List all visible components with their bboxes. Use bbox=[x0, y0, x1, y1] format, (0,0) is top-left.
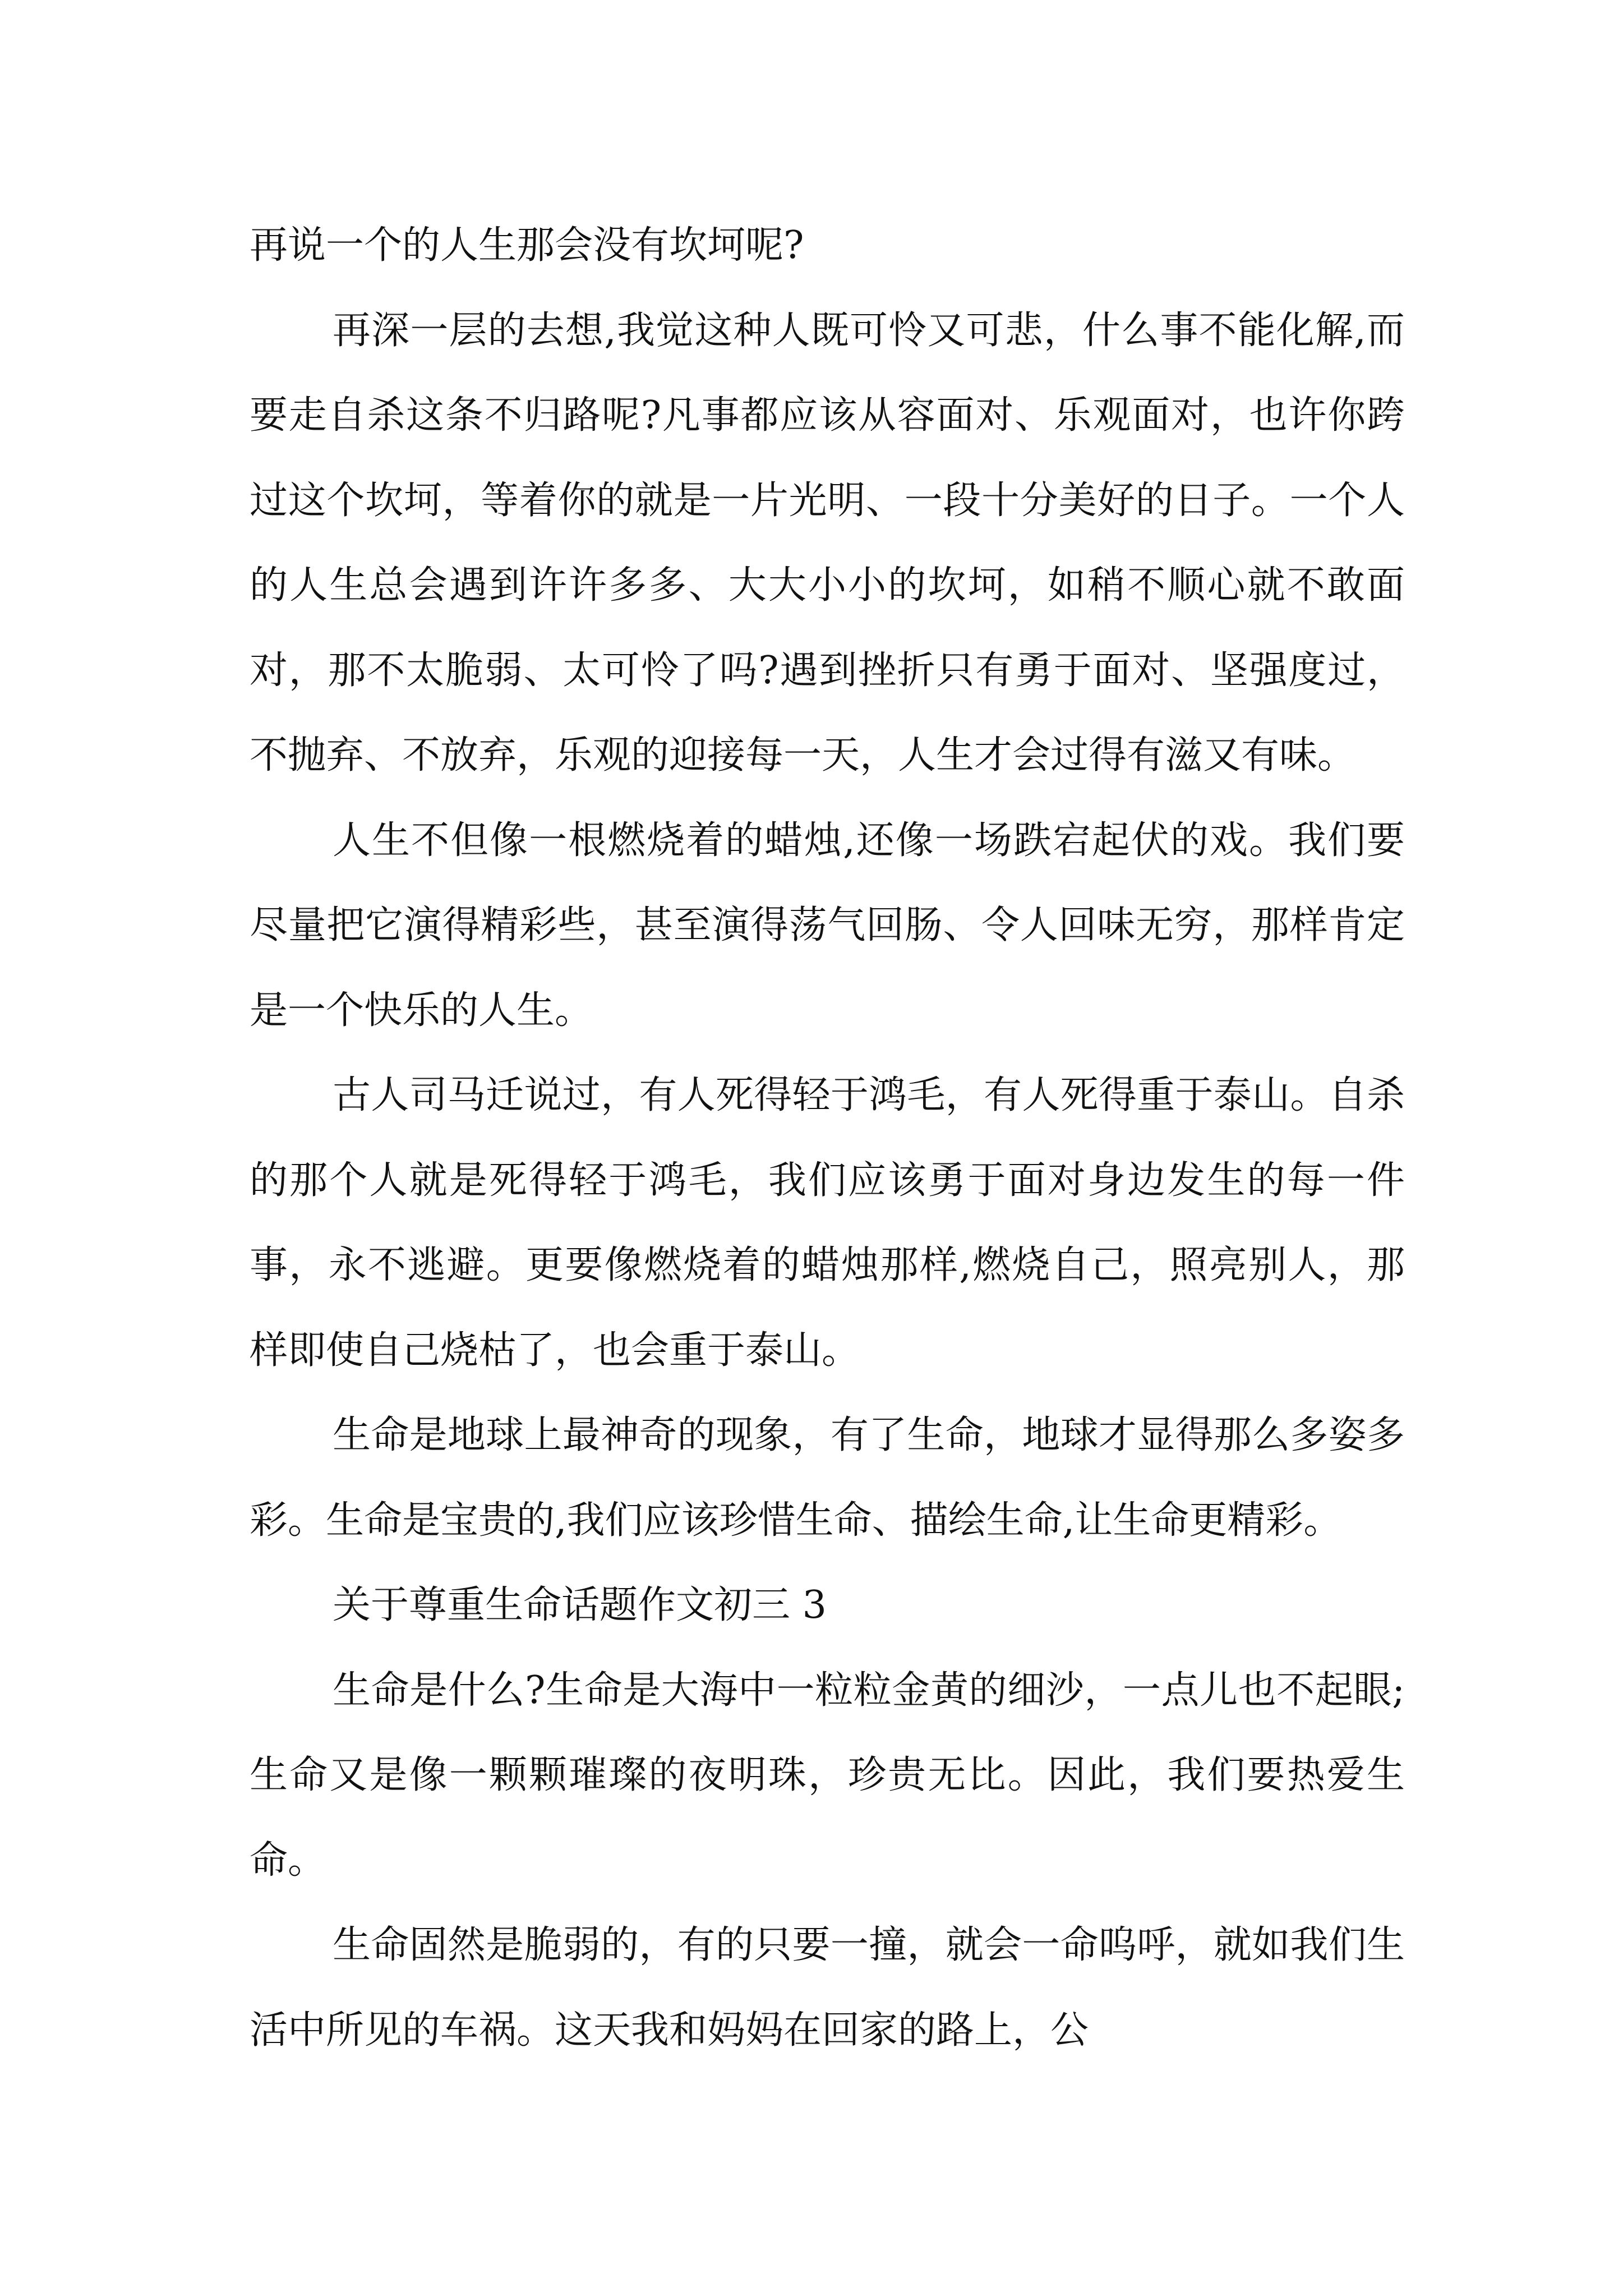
paragraph: 生命是什么?生命是大海中一粒粒金黄的细沙，一点儿也不起眼;生命又是像一颗颗璀璨的夜明珠，珍贵无比。因此，我们要热爱生命。 bbox=[250, 1668, 1405, 1883]
paragraph: 人生不但像一根燃烧着的蜡烛,还像一场跌宕起伏的戏。我们要尽量把它演得精彩些，甚至演得荡气回肠、令人回味无穷，那样肯定是一个快乐的人生。 bbox=[250, 818, 1405, 1033]
section-heading: 关于尊重生命话题作文初三 3 bbox=[333, 1583, 827, 1627]
paragraph: 古人司马迁说过，有人死得轻于鸿毛，有人死得重于泰山。自杀的那个人就是死得轻于鸿毛，我们应该勇于面对身边发生的每一件事，永不逃避。更要像燃烧着的蜡烛那样,燃烧自己，照亮别人，那样即使自己烧枯了，也会重于泰山。 bbox=[250, 1073, 1405, 1373]
paragraph: 再说一个的人生那会没有坎坷呢? bbox=[250, 223, 804, 268]
document-body bbox=[250, 203, 1405, 2073]
paragraph: 生命是地球上最神奇的现象，有了生命，地球才显得那么多姿多彩。生命是宝贵的,我们应该珍惜生命、描绘生命,让生命更精彩。 bbox=[250, 1413, 1405, 1543]
paragraph: 生命固然是脆弱的，有的只要一撞，就会一命呜呼，就如我们生活中所见的车祸。这天我和妈妈在回家的路上，公 bbox=[250, 1923, 1405, 2053]
paragraph: 再深一层的去想,我觉这种人既可怜又可悲，什么事不能化解,而要走自杀这条不归路呢?凡事都应该从容面对、乐观面对，也许你跨过这个坎坷，等着你的就是一片光明、一段十分美好的日子。一个人的人生总会遇到许许多多、大大小小的坎坷，如稍不顺心就不敢面对，那不太脆弱、太可怜了吗?遇到挫折只有勇于面对、坚强度过，不抛弃、不放弃，乐观的迎接每一天，人生才会过得有滋又有味。 bbox=[250, 308, 1405, 777]
